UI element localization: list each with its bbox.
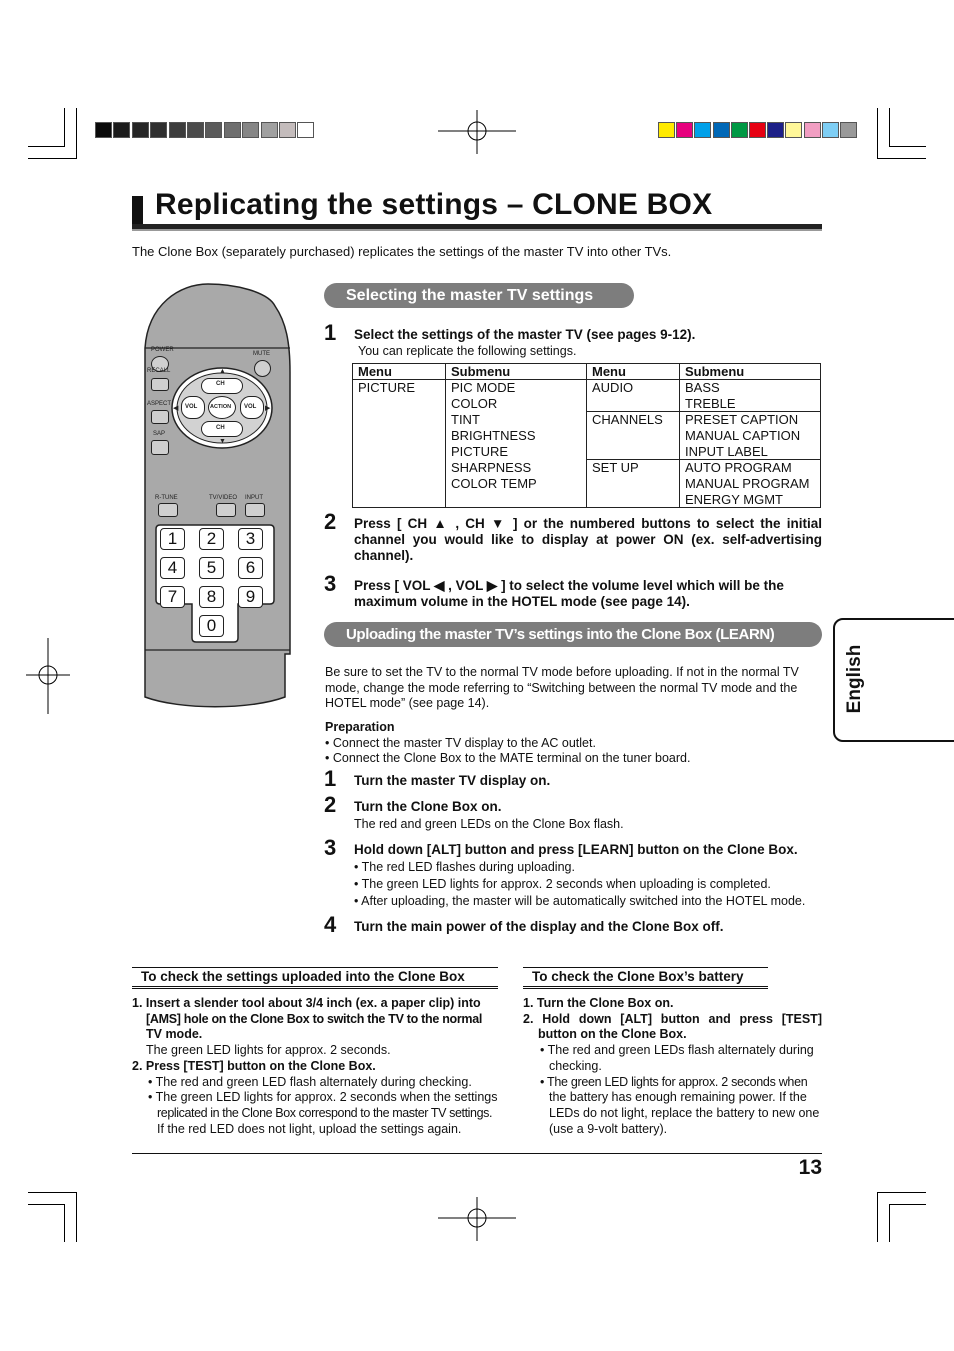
number-key-8[interactable]: 8 [199,586,224,608]
check-battery-item: button on the Clone Box. [538,1027,687,1041]
check-settings-item: TV mode. [146,1027,203,1041]
check-battery-note: • The red and green LEDs flash alternately during [540,1043,814,1057]
rtune-button[interactable] [158,503,178,517]
sap-button[interactable] [151,440,169,455]
step-number: 2 [324,509,337,534]
table-header: Menu [592,364,626,379]
step-text: Turn the main power of the display and the Clone Box off. [354,919,724,934]
recall-label: RECALL [147,368,171,374]
step-note: The red and green LEDs on the Clone Box flash. [354,817,624,831]
mute-label: MUTE [253,351,270,357]
check-battery-note: • The green LED lights for approx. 2 seconds when [540,1075,808,1089]
color-swatch [804,122,821,138]
table-cell: ENERGY MGMT [685,492,783,507]
number-key-7[interactable]: 7 [160,586,185,608]
check-settings-item: 1. Insert a slender tool about 3/4 inch (ex. a paper clip) into [132,996,481,1010]
table-cell: BASS [685,380,720,395]
number-key-4[interactable]: 4 [160,557,185,579]
power-label: POWER [151,347,174,353]
color-swatch [187,122,204,138]
table-cell: PICTURE [358,380,416,395]
step-text: Turn the master TV display on. [354,773,551,788]
title-marker [132,196,143,224]
vol-right-label: VOL [244,404,257,410]
action-label: ACTION [210,404,232,410]
right-arrow-icon: ▶ [265,405,271,412]
table-cell: CHANNELS [592,412,663,427]
down-arrow-icon: ▼ [219,438,226,445]
color-swatch [840,122,857,138]
page-number: 13 [798,1156,822,1179]
input-button[interactable] [245,503,265,517]
table-cell: COLOR [451,396,498,411]
step-text: Hold down [ALT] button and press [LEARN] button on the Clone Box. [354,842,798,857]
color-swatch [731,122,748,138]
table-cell: SET UP [592,460,639,475]
footer-rule [132,1153,822,1154]
color-swatch [205,122,222,138]
up-arrow-icon: ▲ [219,368,226,375]
step-note: • After uploading, the master will be automatically switched into the HOTEL mode. [354,894,806,908]
step-note: You can replicate the following settings. [358,344,577,358]
recall-button[interactable] [151,378,169,391]
step-text: Turn the Clone Box on. [354,799,502,814]
color-swatch [767,122,784,138]
vol-left-label: VOL [185,404,198,410]
step-text: Press [ VOL ◀ , VOL ▶ ] to select the volume level which will be the maximum volume in the HOTEL mode (see page 14). [354,578,784,609]
table-cell: PICTURE [451,444,509,459]
check-settings-note: If the red LED does not light, upload the settings again. [157,1122,462,1136]
table-cell: COLOR TEMP [451,476,537,491]
tvvideo-label: TV/VIDEO [209,495,238,501]
section-heading-select-master: Selecting the master TV settings [324,283,634,308]
mute-button[interactable] [254,360,271,377]
table-header: Menu [358,364,392,379]
tvvideo-button[interactable] [216,503,236,517]
table-cell: INPUT LABEL [685,444,768,459]
color-swatch [658,122,675,138]
number-key-9[interactable]: 9 [238,586,263,608]
table-cell: AUDIO [592,380,634,395]
sap-label: SAP [153,431,166,437]
input-label: INPUT [245,495,263,501]
color-swatch [224,122,241,138]
check-settings-heading: To check the settings uploaded into the Clone Box [132,967,498,989]
number-key-0[interactable]: 0 [199,615,224,637]
color-swatch [132,122,149,138]
check-settings-note: replicated in the Clone Box correspond to the master TV settings. [157,1106,493,1120]
ch-down-label: CH [216,425,225,431]
table-cell: MANUAL CAPTION [685,428,801,443]
section-heading-upload: Uploading the master TV’s settings into the Clone Box (LEARN) [324,622,822,647]
check-settings-note: The green LED lights for approx. 2 seconds. [146,1043,391,1057]
color-swatch [676,122,693,138]
check-battery-note: the battery has enough remaining power. If the [549,1090,807,1104]
step-text: Select the settings of the master TV (see pages 9-12). [354,327,696,342]
left-arrow-icon: ◀ [173,405,179,412]
check-settings-note: • The green LED lights for approx. 2 seconds when the settings [148,1090,498,1104]
check-battery-item: 2. Hold down [ALT] button and press [TEST] [523,1012,822,1026]
crosshair-icon [26,638,70,714]
step-number: 3 [324,571,337,596]
intro-text: The Clone Box (separately purchased) replicates the settings of the master TV into other TVs. [132,244,672,259]
check-battery-note: checking. [549,1059,602,1073]
number-key-2[interactable]: 2 [199,528,224,550]
color-swatch [785,122,802,138]
color-swatch [749,122,766,138]
check-battery-note: (use a 9-volt battery). [549,1122,668,1136]
table-cell: AUTO PROGRAM [685,460,792,475]
language-tab-label: English [844,644,865,714]
aspect-label: ASPECT [147,401,172,407]
table-cell: MANUAL PROGRAM [685,476,810,491]
number-key-1[interactable]: 1 [160,528,185,550]
table-cell: BRIGHTNESS [451,428,536,443]
table-cell: SHARPNESS [451,460,532,475]
color-swatch [169,122,186,138]
step-note: • The red LED flashes during uploading. [354,860,575,874]
preparation-item: • Connect the Clone Box to the MATE terminal on the tuner board. [325,751,691,765]
check-battery-item: 1. Turn the Clone Box on. [523,996,674,1010]
step-number: 1 [324,766,337,791]
number-key-5[interactable]: 5 [199,557,224,579]
ch-up-label: CH [216,381,225,387]
step-text: Press [ CH ▲ , CH ▼ ] or the numbered buttons to select the initial channel you would like to display at power ON (ex. self-advertising channel). [354,516,822,563]
preparation-item: • Connect the master TV display to the AC outlet. [325,736,596,750]
color-swatch [261,122,278,138]
table-cell: PIC MODE [451,380,516,395]
crosshair-icon [438,1197,516,1241]
crosshair-icon [438,110,516,154]
color-swatch [279,122,296,138]
color-swatch [822,122,839,138]
section-intro: Be sure to set the TV to the normal TV mode before uploading. If not in the normal TV mode, change the mode referring to “Switching between the normal TV mode and the HOTEL mode” (see page 14). [325,665,799,711]
check-settings-note: • The red and green LED flash alternately during checking. [148,1075,472,1089]
rtune-label: R-TUNE [155,495,178,501]
table-header: Submenu [685,364,745,379]
check-battery-note: LEDs do not light, replace the battery to new one [549,1106,820,1120]
color-swatch [150,122,167,138]
color-swatch [113,122,130,138]
check-settings-item: 2. Press [TEST] button on the Clone Box. [132,1059,376,1073]
table-cell: PRESET CAPTION [685,412,799,427]
color-swatch [95,122,112,138]
step-number: 1 [324,320,337,345]
step-number: 3 [324,835,337,860]
aspect-button[interactable] [151,410,169,424]
step-number: 4 [324,912,337,937]
number-key-6[interactable]: 6 [238,557,263,579]
number-key-3[interactable]: 3 [238,528,263,550]
check-settings-item: [AMS] hole on the Clone Box to switch the TV to the normal [146,1012,483,1026]
preparation-title: Preparation [325,720,395,734]
title-rule [132,224,822,231]
step-number: 2 [324,792,337,817]
page-title: Replicating the settings – CLONE BOX [155,188,713,221]
settings-table [352,363,821,508]
color-swatch [242,122,259,138]
table-cell: TREBLE [685,396,736,411]
table-header: Submenu [451,364,511,379]
check-battery-heading: To check the Clone Box’s battery [523,967,768,989]
step-note: • The green LED lights for approx. 2 seconds when uploading is completed. [354,877,771,891]
color-swatch [713,122,730,138]
color-swatch [694,122,711,138]
table-cell: TINT [451,412,480,427]
color-swatch [297,122,314,138]
